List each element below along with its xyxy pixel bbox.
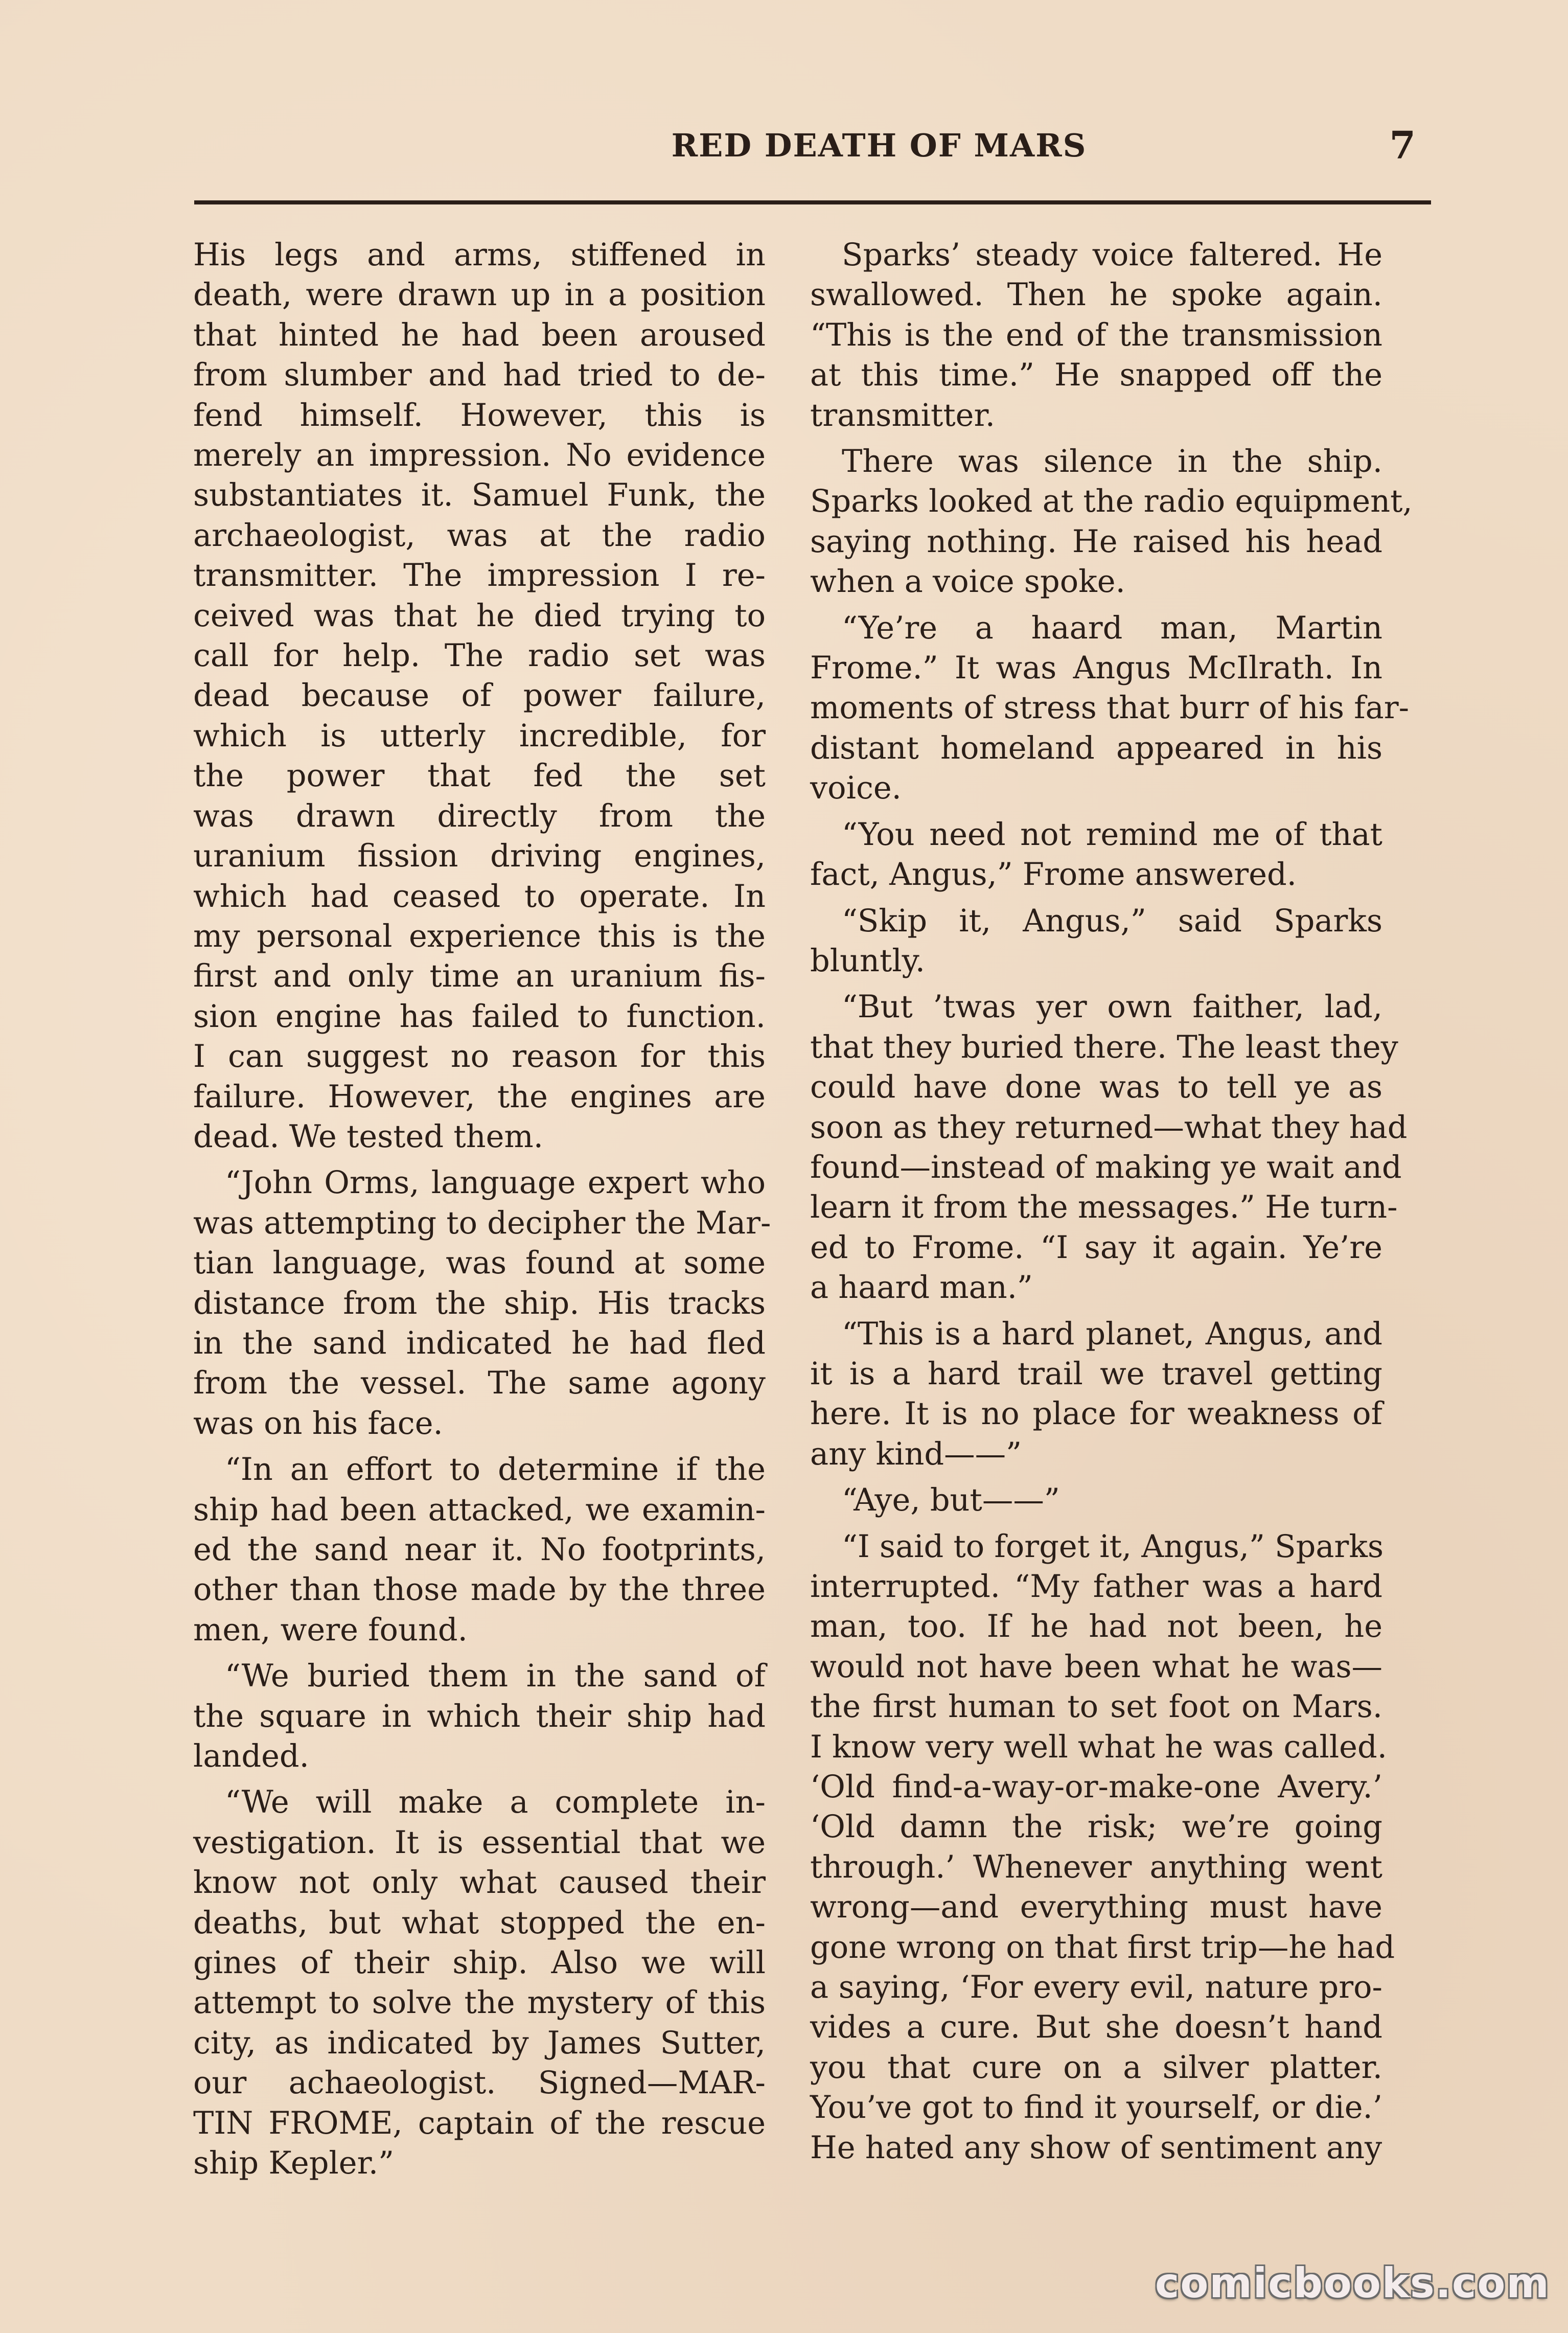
text-line: that they buried there. The least they — [810, 1029, 1398, 1065]
text-line: “You need not remind me of that — [842, 816, 1382, 853]
text-line: call for help. The radio set was — [193, 638, 766, 674]
text-line: my personal experience this is the — [193, 918, 766, 954]
text-line: Sparks’ steady voice faltered. He — [842, 237, 1382, 273]
header-rule — [194, 200, 1431, 204]
text-line: tian language, was found at some — [193, 1245, 766, 1282]
text-line: first and only time an uranium fis- — [193, 958, 766, 995]
text-line: you that cure on a silver platter. — [810, 2049, 1382, 2086]
text-line: from the vessel. The same agony — [193, 1365, 766, 1402]
text-line: was attempting to decipher the Mar- — [193, 1205, 771, 1241]
paragraph — [810, 1314, 1382, 1475]
text-line: at this time.” He snapped off the — [810, 357, 1382, 394]
text-line: voice. — [810, 770, 902, 807]
text-line: a haard man.” — [810, 1270, 1033, 1306]
text-line: through.’ Whenever anything went — [810, 1849, 1382, 1885]
text-line: could have done was to tell ye as — [810, 1069, 1382, 1106]
site-watermark: comicbooks.com — [1155, 2259, 1550, 2307]
left-text-column — [193, 235, 771, 2184]
running-title: RED DEATH OF MARS — [671, 127, 1087, 164]
text-line: transmitter. — [810, 397, 995, 433]
text-line: dead because of power failure, — [193, 678, 766, 714]
paragraph — [810, 815, 1382, 895]
text-line: “We buried them in the sand of — [225, 1658, 766, 1695]
text-line: ship had been attacked, we examin- — [193, 1492, 766, 1528]
text-line: a saying, ‘For every evil, nature pro- — [810, 1970, 1382, 2006]
text-line: “I said to forget it, Angus,” Sparks — [842, 1528, 1384, 1565]
text-line: transmitter. The impression I re- — [193, 558, 766, 594]
text-line: vides a cure. But she doesn’t hand — [810, 2009, 1382, 2046]
text-line: “Aye, but——” — [842, 1482, 1060, 1519]
text-line: saying nothing. He raised his head — [810, 523, 1382, 560]
text-line: city, as indicated by James Sutter, — [193, 2025, 766, 2061]
text-line: distance from the ship. His tracks — [193, 1285, 766, 1321]
text-line: would not have been what he was— — [810, 1649, 1382, 1685]
text-line: “This is the end of the transmission — [810, 317, 1382, 353]
paragraph — [810, 442, 1413, 602]
text-line: landed. — [193, 1739, 309, 1775]
text-line: “In an effort to determine if the — [225, 1452, 766, 1488]
text-line: deaths, but what stopped the en- — [193, 1905, 766, 1941]
text-line: here. It is no place for weakness of — [810, 1396, 1382, 1432]
text-line: interrupted. “My father was a hard — [810, 1569, 1382, 1605]
text-line: “Skip it, Angus,” said Sparks — [842, 903, 1382, 939]
paragraph — [193, 1450, 766, 1650]
text-line: distant homeland appeared in his — [810, 730, 1382, 766]
text-line: found—instead of making ye wait and — [810, 1149, 1402, 1185]
text-line: He hated any show of sentiment any — [810, 2130, 1382, 2166]
text-line: ceived was that he died trying to — [193, 598, 766, 634]
text-line: death, were drawn up in a position — [193, 277, 766, 313]
paragraph — [810, 901, 1382, 981]
text-line: fact, Angus,” Frome answered. — [810, 857, 1297, 893]
text-line: ed to Frome. “I say it again. Ye’re — [810, 1229, 1382, 1266]
text-line: substantiates it. Samuel Funk, the — [193, 477, 766, 514]
text-line: learn it from the messages.” He turn- — [810, 1190, 1398, 1226]
text-line: the first human to set foot on Mars. — [810, 1689, 1382, 1725]
text-line: swallowed. Then he spoke again. — [810, 277, 1382, 313]
page-header — [194, 124, 1431, 178]
text-line: that hinted he had been aroused — [193, 317, 766, 353]
text-line: TIN FROME, captain of the rescue — [193, 2105, 766, 2141]
text-line: know not only what caused their — [193, 1865, 766, 1901]
text-line: Sparks looked at the radio equipment, — [810, 484, 1413, 520]
text-line: There was silence in the ship. — [842, 444, 1382, 480]
text-line: archaeologist, was at the radio — [193, 517, 766, 554]
text-line: fend himself. However, this is — [193, 397, 766, 433]
paragraph — [810, 235, 1382, 436]
text-line: soon as they returned—what they had — [810, 1109, 1408, 1146]
page-number: 7 — [1389, 124, 1416, 168]
text-line: gines of their ship. Also we will — [193, 1945, 766, 1981]
text-line: in the sand indicated he had fled — [193, 1325, 766, 1361]
text-line: ship Kepler.” — [193, 2145, 395, 2182]
text-line: His legs and arms, stiffened in — [193, 237, 766, 273]
paragraph — [810, 608, 1410, 809]
text-line: gone wrong on that first trip—he had — [810, 1929, 1395, 1965]
text-line: men, were found. — [193, 1612, 468, 1648]
paragraph — [810, 987, 1408, 1308]
text-line: moments of stress that burr of his far- — [810, 690, 1410, 726]
text-line: the square in which their ship had — [193, 1698, 766, 1734]
paragraph — [193, 1782, 766, 2183]
text-line: dead. We tested them. — [193, 1118, 543, 1155]
paragraph — [193, 235, 766, 1157]
paragraph — [810, 1480, 1382, 1520]
paragraph — [193, 1163, 771, 1444]
text-line: other than those made by the three — [193, 1572, 766, 1608]
text-line: “This is a hard planet, Angus, and — [842, 1316, 1382, 1352]
text-line: which had ceased to operate. In — [193, 878, 766, 914]
text-line: it is a hard trail we travel getting — [810, 1356, 1382, 1392]
text-line: failure. However, the engines are — [193, 1079, 766, 1115]
text-line: Frome.” It was Angus McIlrath. In — [810, 650, 1382, 687]
text-line: vestigation. It is essential that we — [193, 1824, 766, 1861]
text-line: our achaeologist. Signed—MAR- — [193, 2065, 766, 2101]
text-line: from slumber and had tried to de- — [193, 357, 766, 394]
right-text-column — [810, 235, 1413, 2168]
text-line: any kind——” — [810, 1436, 1022, 1472]
text-line: sion engine has failed to function. — [193, 998, 766, 1035]
text-line: ‘Old find-a-way-or-make-one Avery.’ — [810, 1769, 1382, 1805]
text-line: attempt to solve the mystery of this — [193, 1985, 766, 2021]
paragraph — [193, 1656, 766, 1776]
text-line: the power that fed the set — [193, 758, 766, 794]
paragraph — [810, 1527, 1395, 2168]
text-line: I know very well what he was called. — [810, 1729, 1387, 1765]
text-line: was drawn directly from the — [193, 798, 766, 834]
text-line: ed the sand near it. No footprints, — [193, 1532, 766, 1568]
text-line: man, too. If he had not been, he — [810, 1609, 1382, 1645]
text-line: “But ’twas yer own faither, lad, — [842, 989, 1382, 1025]
text-line: uranium fission driving engines, — [193, 838, 766, 875]
text-line: which is utterly incredible, for — [193, 718, 766, 754]
text-line: when a voice spoke. — [810, 564, 1125, 600]
text-line: I can suggest no reason for this — [193, 1039, 766, 1075]
text-line: was on his face. — [193, 1405, 443, 1442]
text-line: “We will make a complete in- — [225, 1785, 766, 1821]
text-line: bluntly. — [810, 943, 926, 979]
text-line: You’ve got to find it yourself, or die.’ — [810, 2090, 1382, 2126]
text-line: merely an impression. No evidence — [193, 438, 766, 474]
text-line: “John Orms, language expert who — [225, 1165, 766, 1201]
text-line: ‘Old damn the risk; we’re going — [810, 1809, 1382, 1845]
text-line: “Ye’re a haard man, Martin — [842, 610, 1382, 646]
text-line: wrong—and everything must have — [810, 1889, 1382, 1926]
